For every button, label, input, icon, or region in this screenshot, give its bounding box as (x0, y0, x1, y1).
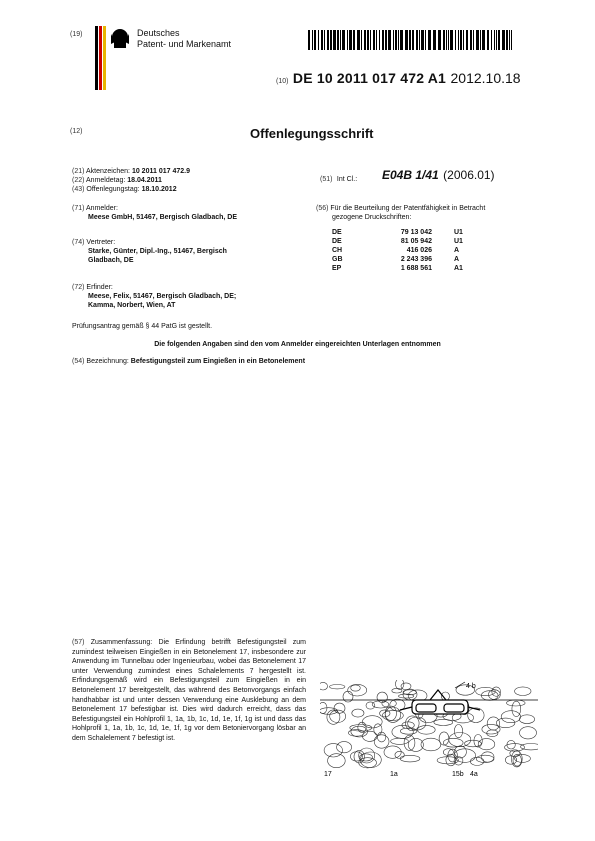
inid-code-57: (57) (72, 639, 85, 646)
ipc-version: (2006.01) (443, 168, 495, 182)
inid-code-21: (21) (72, 168, 85, 175)
citations-table (332, 228, 467, 273)
inid-code-56: (56) (316, 205, 329, 212)
app-no-value: 10 2011 017 472.9 (131, 168, 190, 175)
exam-request-note: Prüfungsantrag gemäß § 44 PatG ist gestellt. (72, 323, 213, 330)
abstract (72, 638, 306, 744)
inid-code-19: (19) (70, 31, 83, 38)
office-name-line1: Deutsches (137, 28, 180, 38)
abstract-label: Zusammenfassung: (90, 639, 153, 646)
citation-row: CH 416 026 A (332, 247, 460, 254)
citation-row: GB 2 243 396 A (332, 256, 460, 263)
drawing-figure (320, 680, 538, 783)
figure-label-4a: 4a (470, 771, 478, 778)
designation-value: Befestigungsteil zum Eingießen in ein Betonelement (130, 358, 306, 365)
representative-line2: Gladbach, DE (88, 257, 134, 264)
inid-code-71: (71) (72, 205, 85, 212)
inid-code-43: (43) (72, 186, 85, 193)
federal-eagle-logo (95, 26, 133, 95)
applicant-notice: Die folgenden Angaben sind den vom Anmelder eingereichten Unterlagen entnommen (154, 341, 441, 348)
inid-code-72: (72) (72, 284, 85, 291)
inventors-label: Erfinder: (86, 284, 113, 291)
figure-label-1a: 1a (390, 771, 398, 778)
citations-label-line2: gezogene Druckschriften: (332, 214, 412, 221)
figure-label-top: 4 b (466, 683, 476, 690)
representative-line1: Starke, Günter, Dipl.-Ing., 51467, Bergisch (88, 248, 227, 255)
office-name-line2: Patent- und Markenamt (137, 39, 232, 49)
applicant-value: Meese GmbH, 51467, Bergisch Gladbach, DE (88, 214, 238, 221)
publication-number: DE 10 2011 017 472 A1 (292, 70, 447, 86)
publication-date: 2012.10.18 (450, 70, 521, 86)
citation-row: DE 81 05 942 U1 (332, 238, 463, 245)
figure-label-15b: 15b (452, 771, 464, 778)
representative-label: Vertreter: (86, 239, 116, 246)
inid-code-74: (74) (72, 239, 85, 246)
abstract-text: Die Erfindung betrifft Befestigungsteil zum zumindest teilweisen Eingießen in ein Betonelement 17, insbesondere zur Anwendung im Tunnelbau oder Ingenieurbau, wobei das Betonelement 17 unter Verwendung zumindest eines Schalelements 7 hergestellt ist. Erfindungsgemäß wird ein Befestigungsteil zum Eingießen in ein Betonelement 17 bereitgestellt, das während des Betonvorgangs einfach handhabbar ist und unter dessen Verwendung eine Ausklebung an dem Betonelement 17 befestigbar ist. Dies wird dadurch erreicht, dass das Befestigungsteil ein Hohlprofil 1, 1a, 1b, 1c, 1d, 1e, 1f, 1g ist und dass das Hohlprofil 1, 1a, 1b, 1c, 1d, 1e, 1f, 1g vor dem Betoniervorgang lösbar an dem Schalelement 7 befestigt ist. (72, 639, 307, 742)
pub-date-value: 18.10.2012 (141, 186, 177, 193)
app-no-label: Aktenzeichen: (86, 168, 130, 175)
inid-code-54: (54) (72, 358, 85, 365)
publication-barcode (308, 30, 552, 50)
int-cl-label: Int Cl.: (336, 176, 358, 183)
inid-code-10: (10) (276, 78, 289, 85)
inid-code-12: (12) (70, 128, 83, 135)
designation-label: Bezeichnung: (86, 358, 129, 365)
inventors-line1: Meese, Felix, 51467, Bergisch Gladbach, DE; (88, 293, 237, 300)
document-type-title: Offenlegungsschrift (250, 126, 374, 141)
inid-code-22: (22) (72, 177, 85, 184)
figure-label-17: 17 (324, 771, 332, 778)
pub-date-label: Offenlegungstag: (86, 186, 140, 193)
inventors-line2: Kamma, Norbert, Wien, AT (88, 302, 176, 309)
citation-row: EP 1 688 561 A1 (332, 265, 463, 272)
ipc-class: E04B 1/41 (382, 168, 439, 182)
citation-row: DE 79 13 042 U1 (332, 229, 463, 236)
app-date-label: Anmeldetag: (86, 177, 126, 184)
citations-label-line1: Für die Beurteilung der Patentfähigkeit in Betracht (330, 205, 486, 212)
inid-code-51: (51) (320, 176, 333, 183)
applicant-label: Anmelder: (86, 205, 118, 212)
app-date-value: 18.04.2011 (127, 177, 162, 184)
